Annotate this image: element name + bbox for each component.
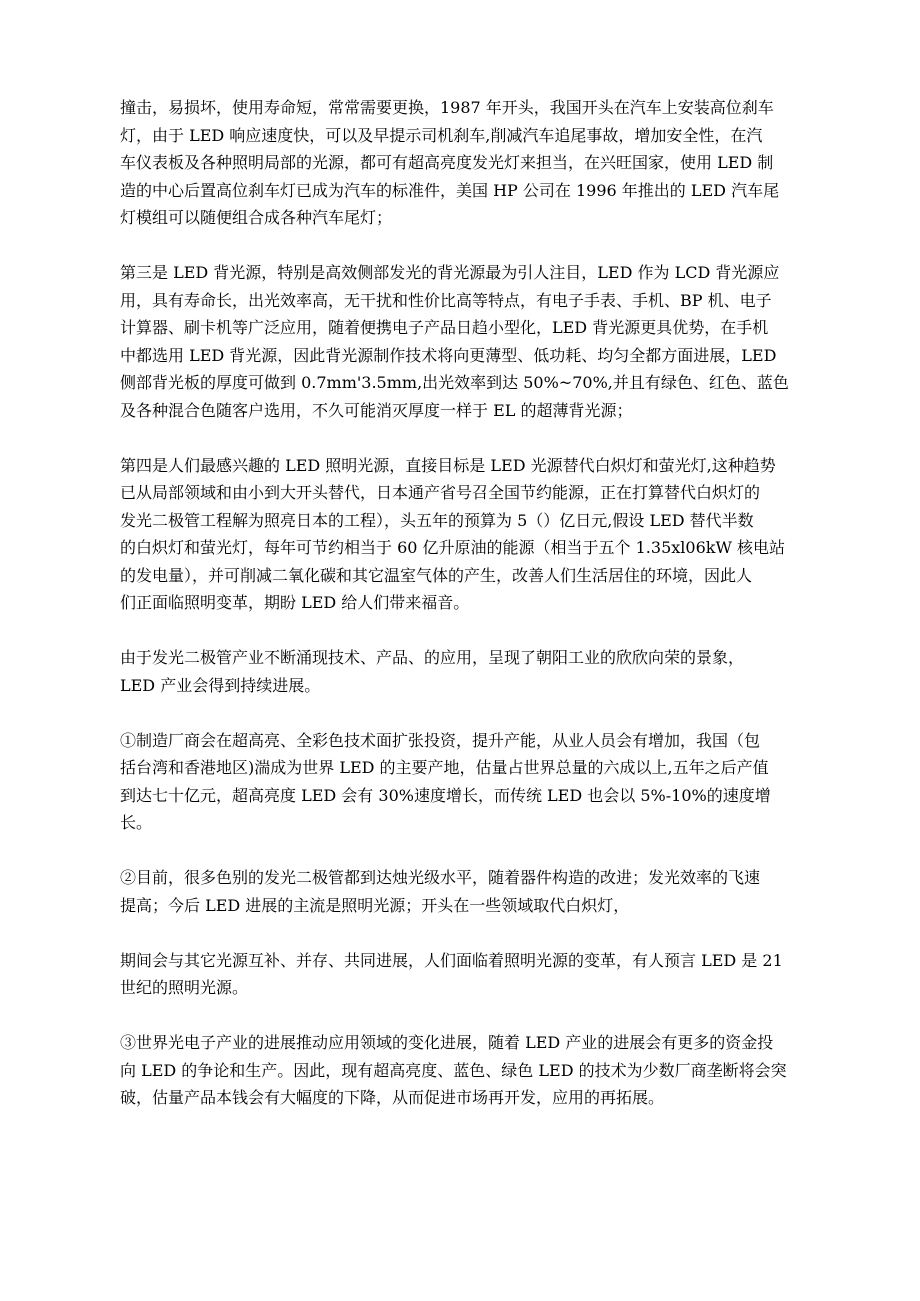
- text-line: 向 LED 的争论和生产。因此，现有超高亮度、蓝色、绿色 LED 的技术为少数厂商垄断将会突: [120, 1060, 787, 1080]
- text-line: 期间会与其它光源互补、并存、共同进展，人们面临着照明光源的变革，有人预言 LED 是 21: [120, 950, 783, 970]
- text-line: 们正面临照明变革，期盼 LED 给人们带来福音。: [120, 593, 470, 612]
- paragraph-industry: [120, 644, 810, 699]
- text-line: 计算器、刷卡机等广泛应用，随着便携电子产品日趋小型化，LED 背光源更具优势，在手机: [120, 318, 769, 337]
- text-line: 用，具有寿命长，出光效率高，无干扰和性价比高等特点，有电子手表、手机、BP 机、电子: [120, 290, 772, 310]
- text-line: 括台湾和香港地区)湍成为世界 LED 的主要产地，估量占世界总量的六成以上,五年之后产值: [120, 758, 769, 777]
- text-line: 车仪表板及各种照明局部的光源，都可有超高亮度发光灯来担当，在兴旺国家，使用 LED 制: [120, 153, 774, 172]
- text-line: 由于发光二极管产业不断涌现技术、产品、的应用，呈现了朝阳工业的欣欣向荣的景象，: [120, 648, 745, 667]
- text-line: 灯，由于 LED 响应速度快，可以及早提示司机刹车,削减汽车追尾事故，增加安全性，在汽: [120, 125, 763, 145]
- text-line: 发光二极管工程解为照亮日本的工程），头五年的预算为 5（）亿日元,假设 LED 替代半数: [120, 510, 754, 530]
- text-line: ①制造厂商会在超高亮、全彩色技术面扩张投资，提升产能，从业人员会有增加，我国（包: [120, 730, 761, 750]
- text-line: 中都选用 LED 背光源，因此背光源制作技术将向更薄型、低功耗、均匀全都方面进展，LED: [120, 345, 777, 365]
- text-line: LED 产业会得到持续进展。: [120, 675, 321, 695]
- text-line: 长。: [120, 813, 153, 832]
- text-line: 已从局部领域和由小到大开头替代，日本通产省号召全国节约能源，正在打算替代白炽灯的: [120, 483, 761, 502]
- paragraph-point-2-continued: [120, 947, 810, 1002]
- text-line: 第三是 LED 背光源，特别是高效侧部发光的背光源最为引人注目，LED 作为 LCD 背光源应: [120, 263, 780, 282]
- text-line: 及各种混合色随客户选用，不久可能消灭厚度一样于 EL 的超薄背光源；: [120, 400, 633, 420]
- text-line: ③世界光电子产业的进展推动应用领域的变化进展，随着 LED 产业的进展会有更多的资金投: [120, 1033, 774, 1052]
- text-line: 到达七十亿元，超高亮度 LED 会有 30%速度增长，而传统 LED 也会以 5%-10%的速度增: [120, 785, 771, 805]
- text-line: 撞击，易损坏，使用寿命短，常常需要更换，1987 年开头，我国开头在汽车上安装高位刹车: [120, 98, 774, 117]
- text-line: 灯模组可以随便组合成各种汽车尾灯；: [120, 208, 393, 227]
- paragraph-point-2: [120, 864, 810, 919]
- text-line: 侧部背光板的厚度可做到 0.7mm'3.5mm,出光效率到达 50%~70%,并且有绿色、红色、蓝色: [120, 373, 789, 392]
- text-line: 造的中心后置高位刹车灯已成为汽车的标准件，美国 HP 公司在 1996 年推出的 LED 汽车尾: [120, 180, 780, 200]
- text-line: 的白炽灯和萤光灯，每年可节约相当于 60 亿升原油的能源（相当于五个 1.35xl06kW 核电站: [120, 538, 785, 557]
- text-line: 第四是人们最感兴趣的 LED 照明光源，直接目标是 LED 光源替代白炽灯和萤光灯,这种趋势: [120, 455, 776, 475]
- text-line: ②目前，很多色别的发光二极管都到达烛光级水平，随着器件构造的改进；发光效率的飞速: [120, 868, 761, 887]
- paragraph-backlight: [120, 259, 810, 424]
- text-line: 世纪的照明光源。: [120, 978, 249, 997]
- paragraph-brake-light: [120, 94, 810, 232]
- paragraph-point-1: [120, 727, 810, 837]
- text-line: 破，估量产品本钱会有大幅度的下降，从而促进市场再开发，应用的再拓展。: [120, 1088, 665, 1107]
- text-line: 提高；今后 LED 进展的主流是照明光源；开头在一些领域取代白炽灯，: [120, 895, 630, 915]
- document-body: [120, 94, 810, 1139]
- paragraph-lighting: [120, 452, 810, 617]
- text-line: 的发电量），并可削减二氧化碳和其它温室气体的产生，改善人们生活居住的环境，因此人: [120, 565, 753, 585]
- paragraph-point-3: [120, 1029, 810, 1112]
